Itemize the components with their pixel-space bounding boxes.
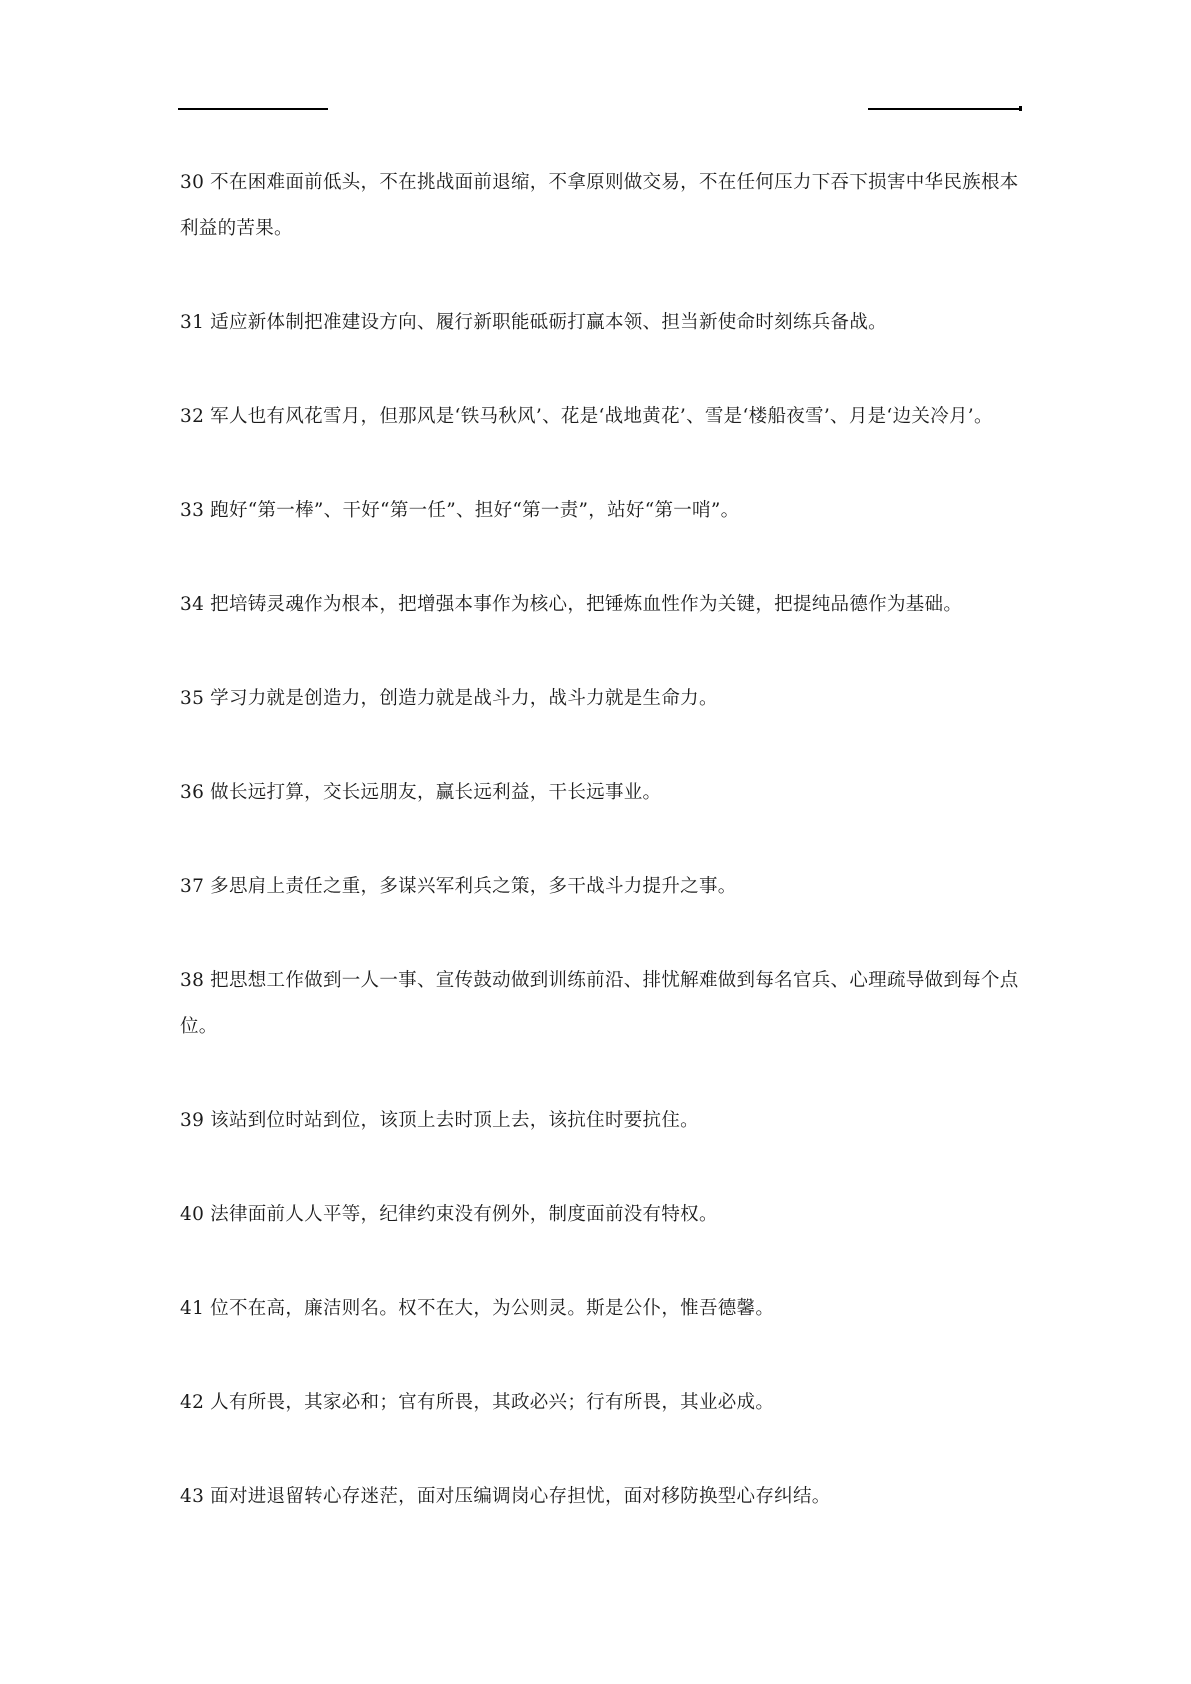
item-number: 43 xyxy=(180,1486,205,1507)
item-text: 跑好“第一棒”、干好“第一任”、担好“第一责”，站好“第一哨”。 xyxy=(210,500,740,521)
header-rule-left xyxy=(178,108,328,110)
item-text: 做长远打算，交长远朋友，赢长远利益，干长远事业。 xyxy=(210,782,662,803)
item-text: 军人也有风花雪月，但那风是‘铁马秋风’、花是‘战地黄花’、雪是‘楼船夜雪’、月是‘边关冷月’。 xyxy=(210,406,993,427)
item-text: 位不在高，廉洁则名。权不在大，为公则灵。斯是公仆，惟吾德馨。 xyxy=(210,1298,775,1319)
header-rule-mark xyxy=(1019,106,1022,111)
list-item xyxy=(180,394,1020,440)
item-text: 不在困难面前低头，不在挑战面前退缩，不拿原则做交易，不在任何压力下吞下损害中华民族根本利益的苦果。 xyxy=(180,172,1019,239)
list-item xyxy=(180,160,1020,252)
list-item xyxy=(180,1192,1020,1238)
item-number: 42 xyxy=(180,1392,205,1413)
list-item xyxy=(180,1098,1020,1144)
item-number: 37 xyxy=(180,876,205,897)
list-item xyxy=(180,1380,1020,1426)
item-text: 多思肩上责任之重，多谋兴军利兵之策，多干战斗力提升之事。 xyxy=(210,876,737,897)
item-number: 38 xyxy=(180,970,205,991)
list-item xyxy=(180,864,1020,910)
item-number: 32 xyxy=(180,406,205,427)
item-text: 面对进退留转心存迷茫，面对压编调岗心存担忧，面对移防换型心存纠结。 xyxy=(210,1486,831,1507)
item-number: 30 xyxy=(180,172,205,193)
list-item xyxy=(180,488,1020,534)
item-number: 41 xyxy=(180,1298,205,1319)
item-number: 33 xyxy=(180,500,205,521)
item-number: 39 xyxy=(180,1110,205,1131)
item-text: 把思想工作做到一人一事、宣传鼓动做到训练前沿、排忧解难做到每名官兵、心理疏导做到每个点位。 xyxy=(180,970,1019,1037)
list-item xyxy=(180,676,1020,722)
list-item xyxy=(180,1286,1020,1332)
item-text: 适应新体制把准建设方向、履行新职能砥砺打赢本领、担当新使命时刻练兵备战。 xyxy=(210,312,887,333)
item-number: 31 xyxy=(180,312,205,333)
list-item xyxy=(180,1474,1020,1520)
list-item xyxy=(180,958,1020,1050)
item-text: 学习力就是创造力，创造力就是战斗力，战斗力就是生命力。 xyxy=(210,688,718,709)
item-number: 35 xyxy=(180,688,205,709)
item-text: 该站到位时站到位，该顶上去时顶上去，该抗住时要抗住。 xyxy=(210,1110,699,1131)
header-rule-right xyxy=(868,108,1020,110)
item-text: 人有所畏，其家必和；官有所畏，其政必兴；行有所畏，其业必成。 xyxy=(210,1392,775,1413)
list-item xyxy=(180,582,1020,628)
item-text: 把培铸灵魂作为根本，把增强本事作为核心，把锤炼血性作为关键，把提纯品德作为基础。 xyxy=(210,594,963,615)
item-text: 法律面前人人平等，纪律约束没有例外，制度面前没有特权。 xyxy=(210,1204,718,1225)
item-number: 34 xyxy=(180,594,205,615)
list-item xyxy=(180,300,1020,346)
quote-list xyxy=(180,160,1020,1568)
list-item xyxy=(180,770,1020,816)
item-number: 36 xyxy=(180,782,205,803)
item-number: 40 xyxy=(180,1204,205,1225)
